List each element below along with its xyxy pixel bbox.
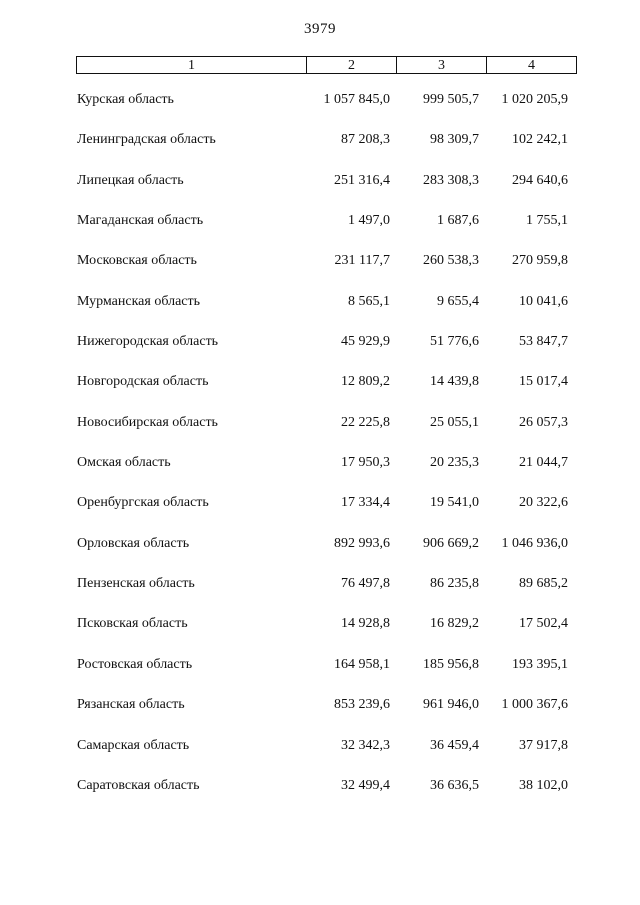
value-col-3: 36 636,5 — [430, 777, 479, 793]
value-col-3: 16 829,2 — [430, 616, 479, 632]
region-name: Рязанская область — [77, 697, 185, 713]
table-row — [0, 615, 640, 655]
region-name: Московская область — [77, 253, 197, 269]
value-col-4: 1 020 205,9 — [501, 92, 568, 107]
region-name: Самарская область — [77, 737, 190, 753]
region-name: Пензенская область — [77, 576, 195, 592]
value-col-2: 76 497,8 — [341, 576, 390, 592]
value-col-3: 25 055,1 — [430, 414, 479, 430]
region-name: Ленинградская область — [77, 132, 216, 148]
value-col-2: 8 565,1 — [348, 293, 390, 309]
value-col-4: 26 057,3 — [519, 414, 568, 430]
column-header-row — [77, 57, 577, 74]
region-name: Саратовская область — [77, 777, 200, 793]
table-row — [0, 535, 640, 575]
value-col-3: 906 669,2 — [423, 535, 479, 551]
value-col-4: 53 847,7 — [519, 334, 568, 350]
value-col-4: 37 917,8 — [519, 737, 568, 753]
region-name: Новосибирская область — [77, 414, 218, 430]
table-row — [0, 575, 640, 615]
value-col-3: 36 459,4 — [430, 737, 479, 753]
value-col-2: 45 929,9 — [341, 334, 390, 350]
table-row — [0, 91, 640, 131]
table-row — [0, 656, 640, 696]
value-col-2: 17 334,4 — [341, 495, 390, 511]
region-name: Нижегородская область — [77, 334, 219, 350]
column-header-table — [76, 56, 577, 74]
region-name: Ростовская область — [77, 656, 193, 672]
column-header-1: 1 — [77, 57, 307, 74]
value-col-2: 1 497,0 — [348, 213, 390, 229]
value-col-3: 9 655,4 — [437, 293, 479, 309]
region-name: Омская область — [77, 455, 171, 471]
value-col-3: 961 946,0 — [423, 697, 479, 713]
value-col-2: 1 057 845,0 — [323, 92, 390, 107]
value-col-4: 102 242,1 — [512, 132, 568, 148]
table-row — [0, 373, 640, 413]
value-col-3: 14 439,8 — [430, 374, 479, 390]
value-col-4: 1 000 367,6 — [501, 697, 568, 713]
value-col-4: 1 755,1 — [526, 213, 568, 229]
value-col-2: 164 958,1 — [334, 656, 390, 672]
value-col-4: 1 046 936,0 — [501, 535, 568, 551]
table-row — [0, 333, 640, 373]
table-row — [0, 494, 640, 534]
table-row — [0, 777, 640, 817]
value-col-3: 86 235,8 — [430, 576, 479, 592]
value-col-2: 17 950,3 — [341, 455, 390, 471]
value-col-4: 10 041,6 — [519, 293, 568, 309]
column-header-2: 2 — [307, 57, 397, 74]
value-col-3: 98 309,7 — [430, 132, 479, 148]
value-col-2: 231 117,7 — [334, 253, 390, 269]
table-row — [0, 131, 640, 171]
page-number: 3979 — [304, 21, 336, 37]
table-row — [0, 212, 640, 252]
column-header-4: 4 — [487, 57, 577, 74]
table-row — [0, 293, 640, 333]
region-name: Липецкая область — [77, 172, 184, 188]
value-col-2: 87 208,3 — [341, 132, 390, 148]
region-name: Магаданская область — [77, 213, 204, 229]
table-row — [0, 252, 640, 292]
region-name: Новгородская область — [77, 374, 209, 390]
value-col-3: 185 956,8 — [423, 656, 479, 672]
value-col-3: 999 505,7 — [423, 92, 479, 107]
value-col-2: 251 316,4 — [334, 172, 390, 188]
value-col-4: 17 502,4 — [519, 616, 568, 632]
value-col-4: 89 685,2 — [519, 576, 568, 592]
value-col-2: 853 239,6 — [334, 697, 390, 713]
value-col-2: 12 809,2 — [341, 374, 390, 390]
value-col-3: 283 308,3 — [423, 172, 479, 188]
value-col-4: 38 102,0 — [519, 777, 568, 793]
column-header-3: 3 — [397, 57, 487, 74]
region-name: Псковская область — [77, 616, 188, 632]
table-row — [0, 454, 640, 494]
table-body — [0, 91, 640, 817]
table-row — [0, 172, 640, 212]
region-name: Орловская область — [77, 535, 190, 551]
table-row — [0, 737, 640, 777]
value-col-4: 20 322,6 — [519, 495, 568, 511]
table-row — [0, 414, 640, 454]
value-col-2: 22 225,8 — [341, 414, 390, 430]
value-col-3: 20 235,3 — [430, 455, 479, 471]
value-col-4: 21 044,7 — [519, 455, 568, 471]
value-col-3: 1 687,6 — [437, 213, 479, 229]
value-col-2: 14 928,8 — [341, 616, 390, 632]
region-name: Мурманская область — [77, 293, 201, 309]
value-col-2: 32 342,3 — [341, 737, 390, 753]
value-col-4: 294 640,6 — [512, 172, 568, 188]
value-col-4: 15 017,4 — [519, 374, 568, 390]
value-col-3: 51 776,6 — [430, 334, 479, 350]
value-col-4: 193 395,1 — [512, 656, 568, 672]
table-row — [0, 696, 640, 736]
region-name: Курская область — [77, 92, 174, 107]
value-col-4: 270 959,8 — [512, 253, 568, 269]
region-name: Оренбургская область — [77, 495, 209, 511]
value-col-3: 260 538,3 — [423, 253, 479, 269]
value-col-2: 32 499,4 — [341, 777, 390, 793]
value-col-3: 19 541,0 — [430, 495, 479, 511]
value-col-2: 892 993,6 — [334, 535, 390, 551]
